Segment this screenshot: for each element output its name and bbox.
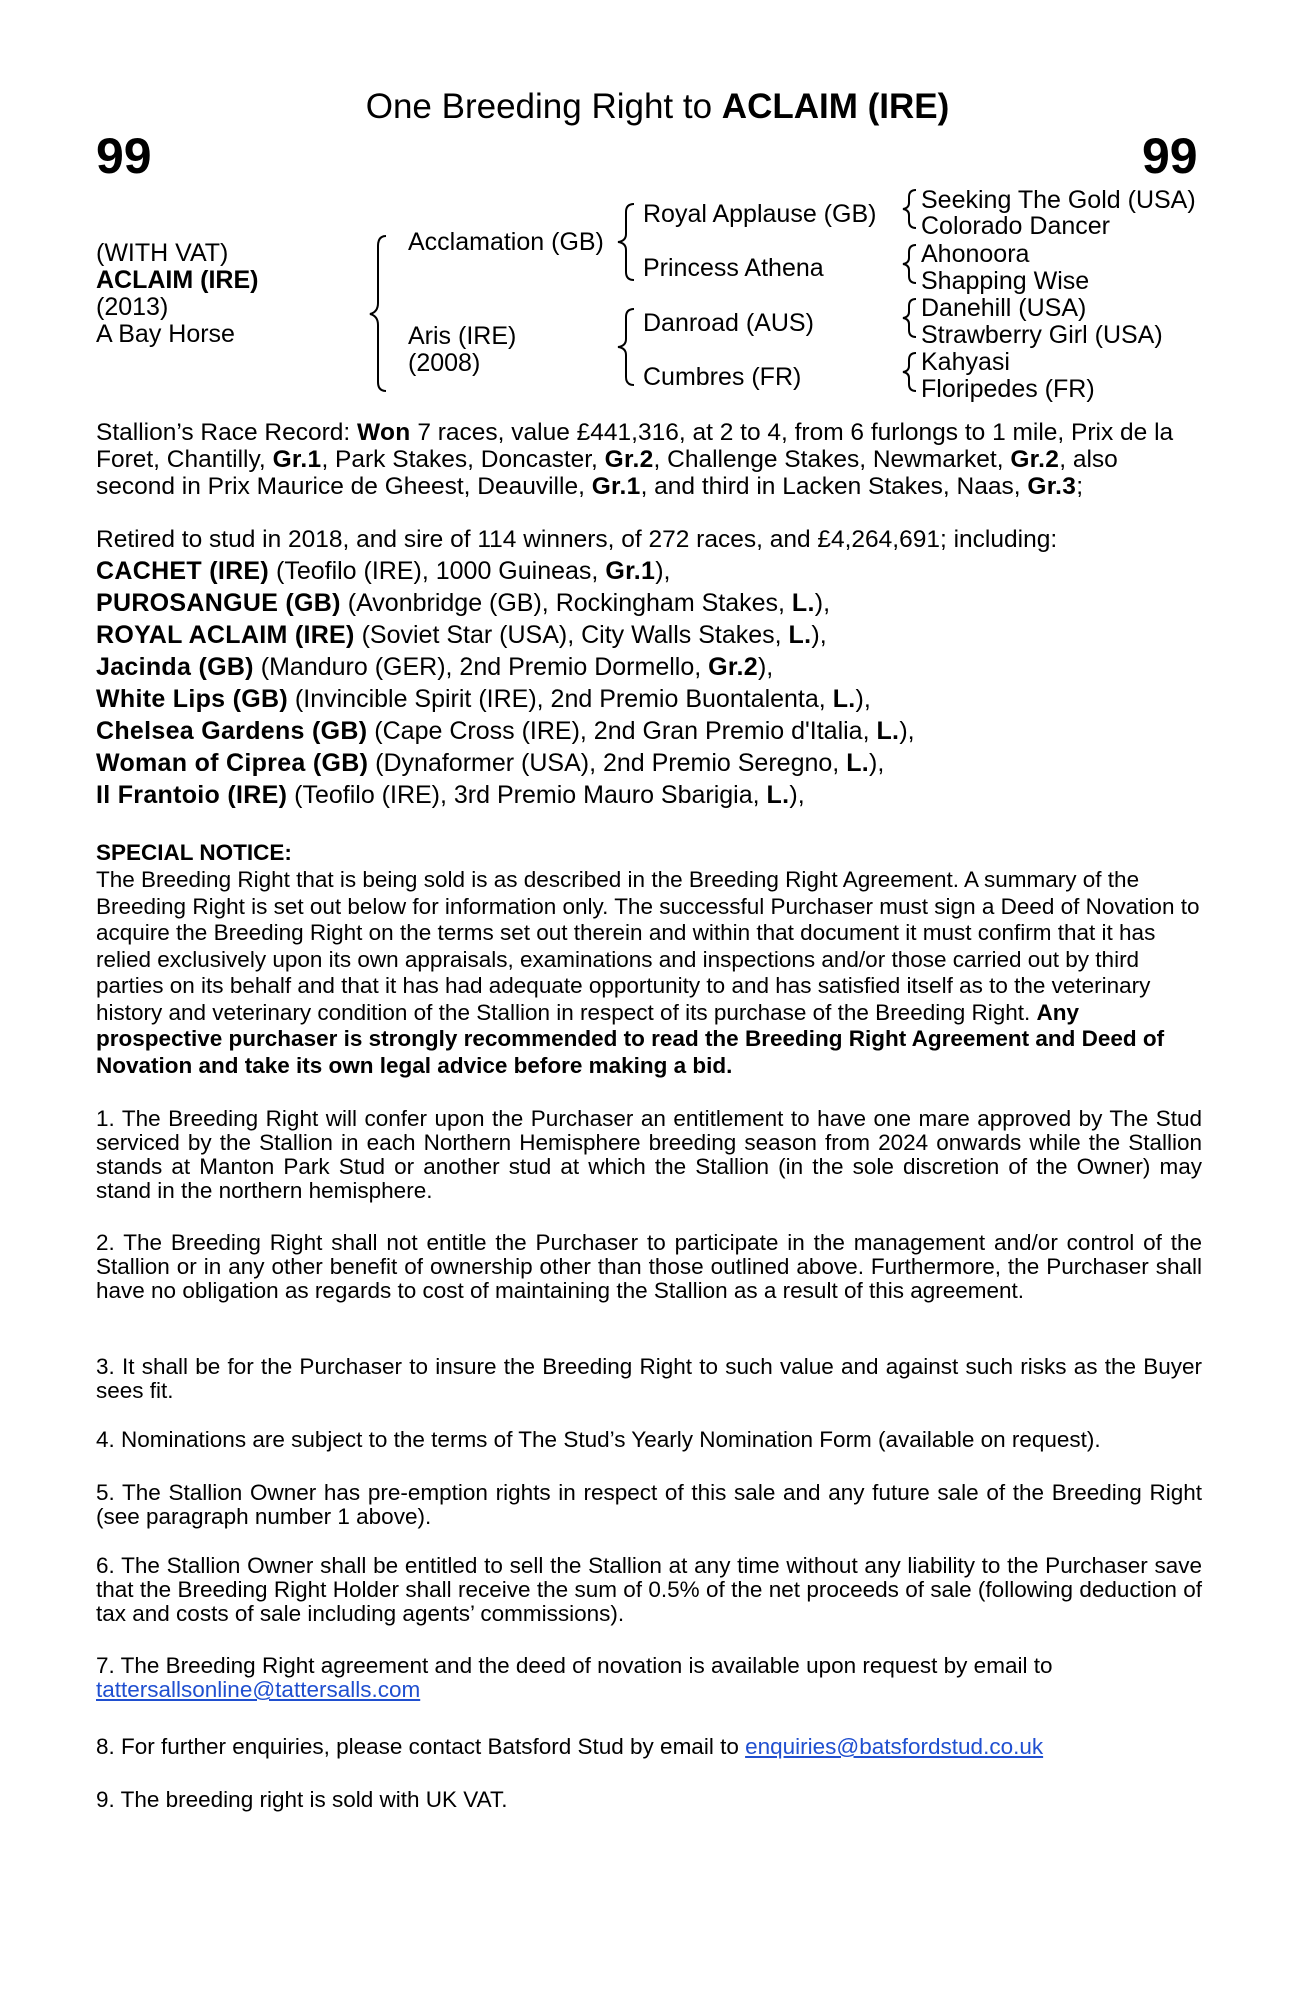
horse-name: ACLAIM (IRE) xyxy=(96,266,259,294)
winner-detail: (Dynaformer (USA), 2nd Premio Seregno, xyxy=(368,749,847,777)
grade-label: Gr.1 xyxy=(605,557,656,585)
notice-heading: SPECIAL NOTICE: xyxy=(96,840,292,865)
pedigree-g3-3: Ahonoora xyxy=(921,240,1030,268)
pedigree-dam-year: (2008) xyxy=(408,349,481,377)
pedigree-brace-main xyxy=(370,236,386,391)
pedigree-brace-g3-1 xyxy=(903,190,916,228)
race-record-text: , also second in Prix Maurice de Gheest, Deauville, xyxy=(96,446,1118,500)
winner-name: White Lips (GB) xyxy=(96,685,288,713)
term-9: 9. The breeding right is sold with UK VAT. xyxy=(96,1787,508,1812)
notice-text: The Breeding Right that is being sold is as described in the Breeding Right Agreement. A summary of the Breeding Right is set out below for information only. The successful Purchaser must sign a Deed of Novation to acquire the Breeding Right on the terms set out therein and within that document it must confirm that it has relied exclusively upon its own appraisals, examinations and inspections and/or those carried out by third parties on its behalf and that it has had adequate opportunity to and has satisfied itself as to the veterinary history and veterinary condition of the Stallion in respect of its purchase of the Breeding Right. xyxy=(96,867,1200,1025)
pedigree-sire-dam: Princess Athena xyxy=(643,254,824,282)
winner-detail: ), xyxy=(814,589,831,617)
pedigree-brace-g3-3 xyxy=(903,299,916,337)
race-record-text: , Challenge Stakes, Newmarket, xyxy=(653,446,1011,473)
stud-record-intro: Retired to stud in 2018, and sire of 114 winners, of 272 races, and £4,264,691; including: xyxy=(96,526,1058,553)
horse-year: (2013) xyxy=(96,293,169,321)
batsford-email-link[interactable]: enquiries@batsfordstud.co.uk xyxy=(745,1734,1044,1759)
pedigree-g3-5: Danehill (USA) xyxy=(921,294,1087,322)
pedigree-sire-sire: Royal Applause (GB) xyxy=(643,200,877,228)
winner-detail: (Manduro (GER), 2nd Premio Dormello, xyxy=(253,653,709,681)
term-7-text: 7. The Breeding Right agreement and the deed of novation is available upon request by email to xyxy=(96,1653,1053,1678)
pedigree-dam-dam: Cumbres (FR) xyxy=(643,363,802,391)
grade-label: Gr.2 xyxy=(1010,446,1060,473)
winners-list xyxy=(96,555,915,811)
winner-detail: ), xyxy=(655,557,671,585)
grade-label: L. xyxy=(791,589,815,617)
term-2: 2. The Breeding Right shall not entitle the Purchaser to participate in the management and/or control of the Stallion or in any other benefit of ownership other than those outlined above. Furthermore, the Purchaser shall have no obligation as regards to cost of maintaining the Stallion as a result of this agreement. xyxy=(96,1230,1202,1303)
title-horse-name: ACLAIM (IRE) xyxy=(721,87,950,126)
pedigree-sire: Acclamation (GB) xyxy=(408,228,604,256)
grade-label: L. xyxy=(876,717,900,745)
race-record xyxy=(96,419,1202,500)
winner-row xyxy=(96,779,915,811)
grade-label: L. xyxy=(846,749,870,777)
term-3: 3. It shall be for the Purchaser to insure the Breeding Right to such value and against such risks as the Buyer sees fit. xyxy=(96,1354,1202,1403)
race-record-text: 7 races, value £441,316, at 2 to 4, from 6 furlongs to 1 mile, Prix de la Foret, Chantilly, xyxy=(96,419,1174,473)
winner-detail: (Cape Cross (IRE), 2nd Gran Premio d'Italia, xyxy=(367,717,877,745)
notice-body xyxy=(96,867,1202,1079)
pedigree-g3-1: Seeking The Gold (USA) xyxy=(921,186,1196,214)
race-record-text: , and third in Lacken Stakes, Naas, xyxy=(640,473,1028,500)
winner-detail: (Invincible Spirit (IRE), 2nd Premio Buontalenta, xyxy=(287,685,833,713)
pedigree-g3-8: Floripedes (FR) xyxy=(921,375,1095,403)
pedigree-brace-g3-4 xyxy=(903,353,916,391)
lot-number-right: 99 xyxy=(1142,128,1198,184)
winner-detail: ), xyxy=(789,781,805,809)
winner-row xyxy=(96,555,915,587)
grade-label: Gr.3 xyxy=(1027,473,1077,500)
pedigree-g3-2: Colorado Dancer xyxy=(921,212,1110,240)
winner-row xyxy=(96,587,915,619)
winner-name: Jacinda (GB) xyxy=(96,653,254,681)
winner-detail: ), xyxy=(811,621,827,649)
winner-detail: (Teofilo (IRE), 1000 Guineas, xyxy=(269,557,606,585)
winner-detail: (Soviet Star (USA), City Walls Stakes, xyxy=(354,621,789,649)
grade-label: L. xyxy=(766,781,790,809)
title-prefix: One Breeding Right to xyxy=(365,87,722,126)
pedigree-brace-sire xyxy=(618,204,634,280)
winner-detail: ), xyxy=(899,717,915,745)
winner-row xyxy=(96,683,915,715)
grade-label: Gr.2 xyxy=(708,653,758,681)
winner-row xyxy=(96,747,915,779)
pedigree-g3-7: Kahyasi xyxy=(921,348,1010,376)
winner-detail: ), xyxy=(855,685,871,713)
pedigree-brace-g3-2 xyxy=(903,245,916,283)
term-6: 6. The Stallion Owner shall be entitled to sell the Stallion at any time without any liability to the Purchaser save that the Breeding Right Holder shall receive the sum of 0.5% of the net proceeds of sale (following deduction of tax and costs of sale including agents’ commissions). xyxy=(96,1553,1202,1626)
term-8 xyxy=(96,1735,1202,1759)
vat-label: (WITH VAT) xyxy=(96,239,229,267)
winner-row xyxy=(96,619,915,651)
winner-detail: (Avonbridge (GB), Rockingham Stakes, xyxy=(340,589,792,617)
term-1: 1. The Breeding Right will confer upon the Purchaser an entitlement to have one mare approved by The Stud serviced by the Stallion in each Northern Hemisphere breeding season from 2024 onwards while the Stallion stands at Manton Park Stud or another stud at which the Stallion (in the sole discretion of the Owner) may stand in the northern hemisphere. xyxy=(96,1106,1202,1203)
grade-label: Gr.1 xyxy=(591,473,641,500)
winner-name: ROYAL ACLAIM (IRE) xyxy=(96,621,355,649)
term-5: 5. The Stallion Owner has pre-emption rights in respect of this sale and any future sale of the Breeding Right (see paragraph number 1 above). xyxy=(96,1480,1202,1529)
term-7 xyxy=(96,1654,1202,1702)
grade-label: L. xyxy=(788,621,812,649)
winner-row xyxy=(96,651,915,683)
term-8-text: 8. For further enquiries, please contact Batsford Stud by email to xyxy=(96,1734,746,1759)
winner-detail: ), xyxy=(757,653,774,681)
race-record-text: Stallion’s Race Record: xyxy=(96,419,358,446)
winner-detail: ), xyxy=(869,749,885,777)
winner-name: Chelsea Gardens (GB) xyxy=(96,717,368,745)
race-record-won: Won xyxy=(357,419,411,446)
pedigree-dam: Aris (IRE) xyxy=(408,322,517,350)
grade-label: Gr.1 xyxy=(272,446,322,473)
pedigree-g3-6: Strawberry Girl (USA) xyxy=(921,321,1163,349)
lot-number-left: 99 xyxy=(96,128,152,184)
tattersalls-email-link[interactable]: tattersallsonline@tattersalls.com xyxy=(96,1677,421,1702)
winner-name: Woman of Ciprea (GB) xyxy=(96,749,369,777)
term-4: 4. Nominations are subject to the terms of The Stud’s Yearly Nomination Form (available on request). xyxy=(96,1427,1101,1452)
winner-detail: (Teofilo (IRE), 3rd Premio Mauro Sbarigia, xyxy=(287,781,767,809)
winner-name: PUROSANGUE (GB) xyxy=(96,589,341,617)
notice-warning: Any prospective purchaser is strongly recommended to read the Breeding Right Agreement and Deed of Novation and take its own legal advice before making a bid. xyxy=(96,999,1165,1078)
pedigree-brace-dam xyxy=(618,309,634,385)
grade-label: L. xyxy=(832,685,856,713)
race-record-text: , Park Stakes, Doncaster, xyxy=(321,446,605,473)
race-record-text: ; xyxy=(1076,473,1084,500)
pedigree-g3-4: Shapping Wise xyxy=(921,267,1090,295)
pedigree-dam-sire: Danroad (AUS) xyxy=(643,309,814,337)
winner-name: Il Frantoio (IRE) xyxy=(96,781,288,809)
winner-row xyxy=(96,715,915,747)
grade-label: Gr.2 xyxy=(604,446,654,473)
horse-description: A Bay Horse xyxy=(96,320,235,348)
winner-name: CACHET (IRE) xyxy=(96,557,270,585)
